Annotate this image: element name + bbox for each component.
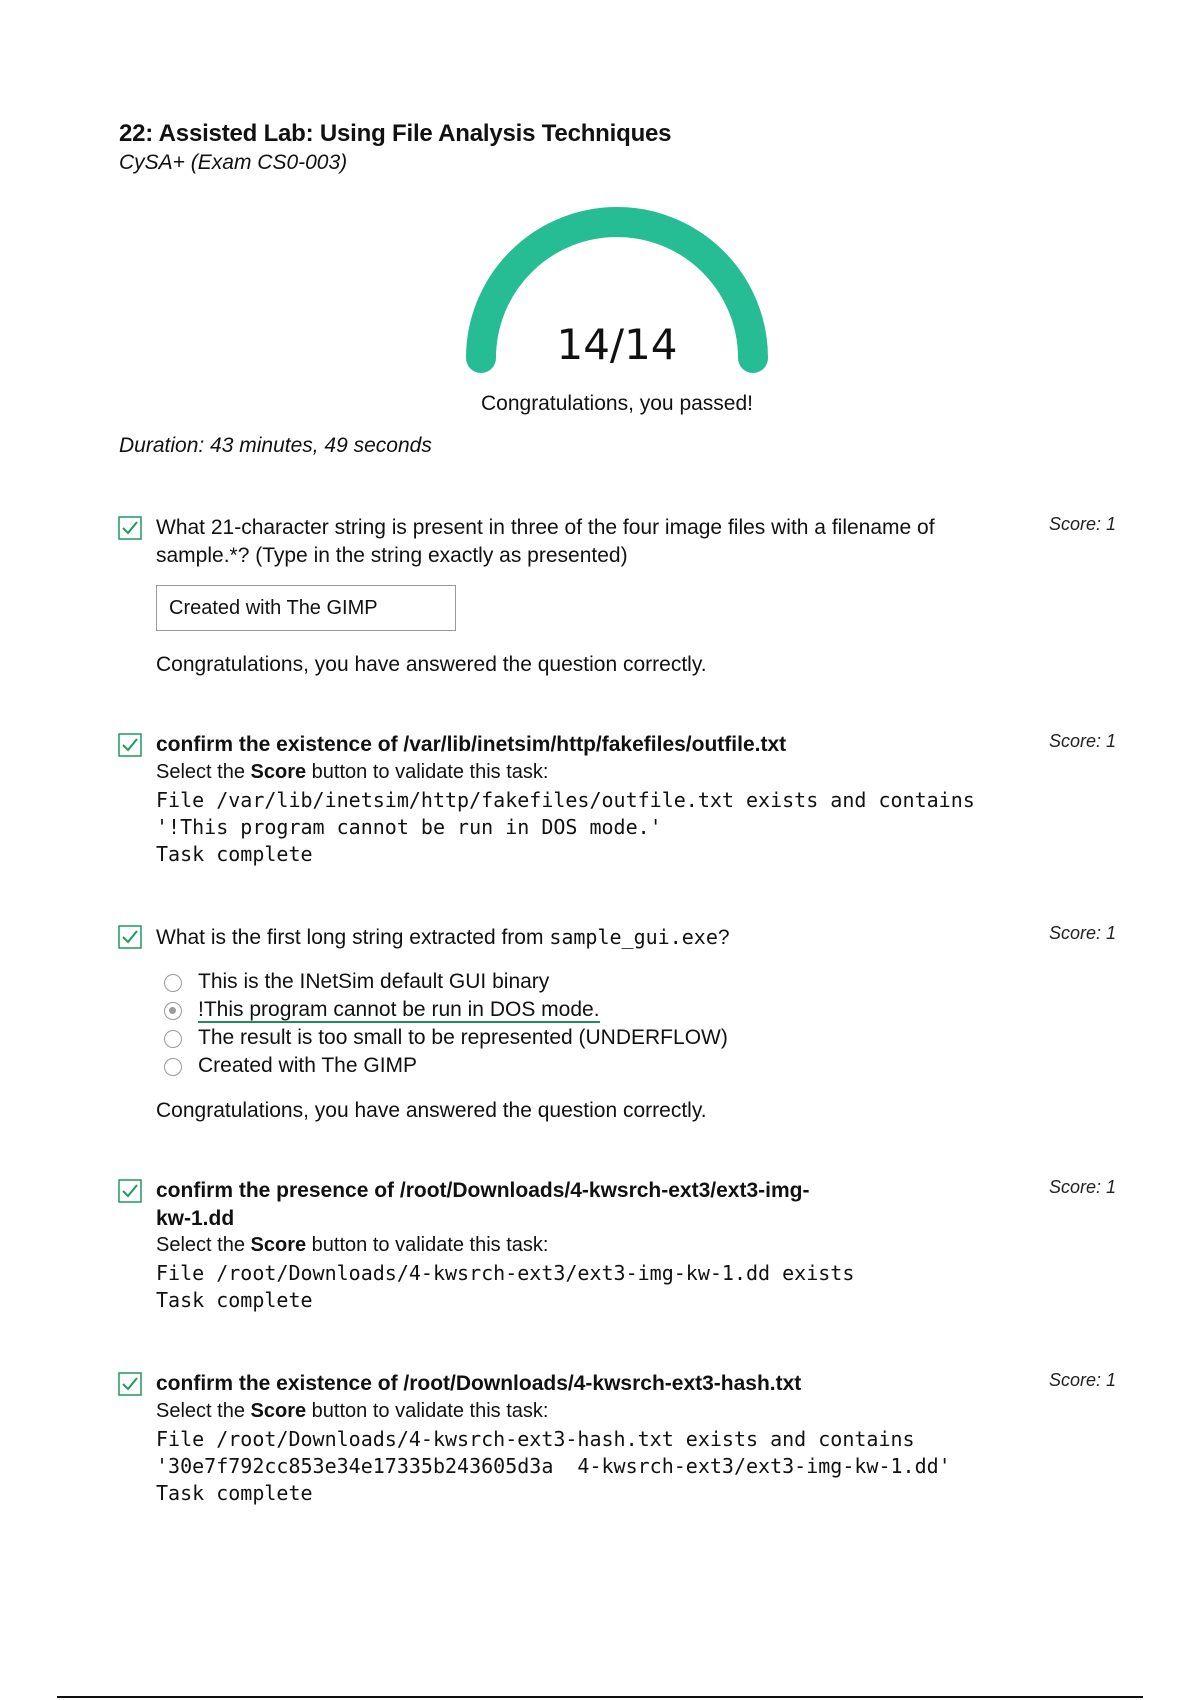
option-3[interactable]: The result is too small to be represented (UNDERFLOW) <box>164 1024 728 1052</box>
radio-button[interactable] <box>164 1058 182 1076</box>
page-subtitle: CySA+ (Exam CS0-003) <box>119 151 348 174</box>
task-output: File /root/Downloads/4-kwsrch-ext3-hash.txt exists and contains '30e7f792cc853e34e17335b243605d3a 4-kwsrch-ext3/ext3-img-kw-1.dd' Task complete <box>156 1427 951 1505</box>
score-value: 14/14 <box>556 320 678 369</box>
checkbox-checked-icon <box>118 925 142 949</box>
radio-button[interactable] <box>164 1030 182 1048</box>
task-question: What 21-character string is present in three of the four image files with a filename of sample.*? (Type in the string exactly as presented) <box>156 516 935 567</box>
answer-options <box>164 968 728 1080</box>
task-instruction: Select the Score button to validate this task: <box>156 761 549 783</box>
task-score: Score: 1 <box>1048 1370 1116 1390</box>
task-title: confirm the presence of /root/Downloads/4-kwsrch-ext3/ext3-img- kw-1.dd <box>156 1179 810 1230</box>
pass-message: Congratulations, you passed! <box>480 392 753 415</box>
task-score: Score: 1 <box>1048 731 1116 751</box>
task-score: Score: 1 <box>1048 514 1116 534</box>
checkbox-checked-icon <box>118 1179 142 1203</box>
task-title: confirm the existence of /var/lib/inetsim/http/fakefiles/outfile.txt <box>156 733 787 756</box>
checkbox-checked-icon <box>118 516 142 540</box>
footer-divider <box>57 1696 1143 1698</box>
task-instruction: Select the Score button to validate this task: <box>156 1400 549 1422</box>
option-2-selected[interactable]: !This program cannot be run in DOS mode. <box>164 996 728 1024</box>
page-title: 22: Assisted Lab: Using File Analysis Techniques <box>119 120 672 147</box>
task-instruction: Select the Score button to validate this task: <box>156 1234 549 1256</box>
task-score: Score: 1 <box>1048 923 1116 943</box>
task-output: File /root/Downloads/4-kwsrch-ext3/ext3-img-kw-1.dd exists Task complete <box>156 1261 855 1312</box>
checkbox-checked-icon <box>118 1372 142 1396</box>
checkbox-checked-icon <box>118 733 142 757</box>
task-output: File /var/lib/inetsim/http/fakefiles/outfile.txt exists and contains '!This program cannot be run in DOS mode.' Task complete <box>156 788 975 866</box>
task-score: Score: 1 <box>1048 1177 1116 1197</box>
task-feedback: Congratulations, you have answered the question correctly. <box>156 1099 707 1122</box>
task-title: confirm the existence of /root/Downloads/4-kwsrch-ext3-hash.txt <box>156 1372 802 1395</box>
radio-button[interactable] <box>164 974 182 992</box>
answer-input[interactable]: Created with The GIMP <box>156 585 456 631</box>
radio-button-selected[interactable] <box>164 1002 182 1020</box>
duration-text: Duration: 43 minutes, 49 seconds <box>119 434 432 457</box>
option-1[interactable]: This is the INetSim default GUI binary <box>164 968 728 996</box>
task-question: What is the first long string extracted from sample_gui.exe? <box>156 925 730 949</box>
task-feedback: Congratulations, you have answered the question correctly. <box>156 653 707 676</box>
option-4[interactable]: Created with The GIMP <box>164 1052 728 1080</box>
